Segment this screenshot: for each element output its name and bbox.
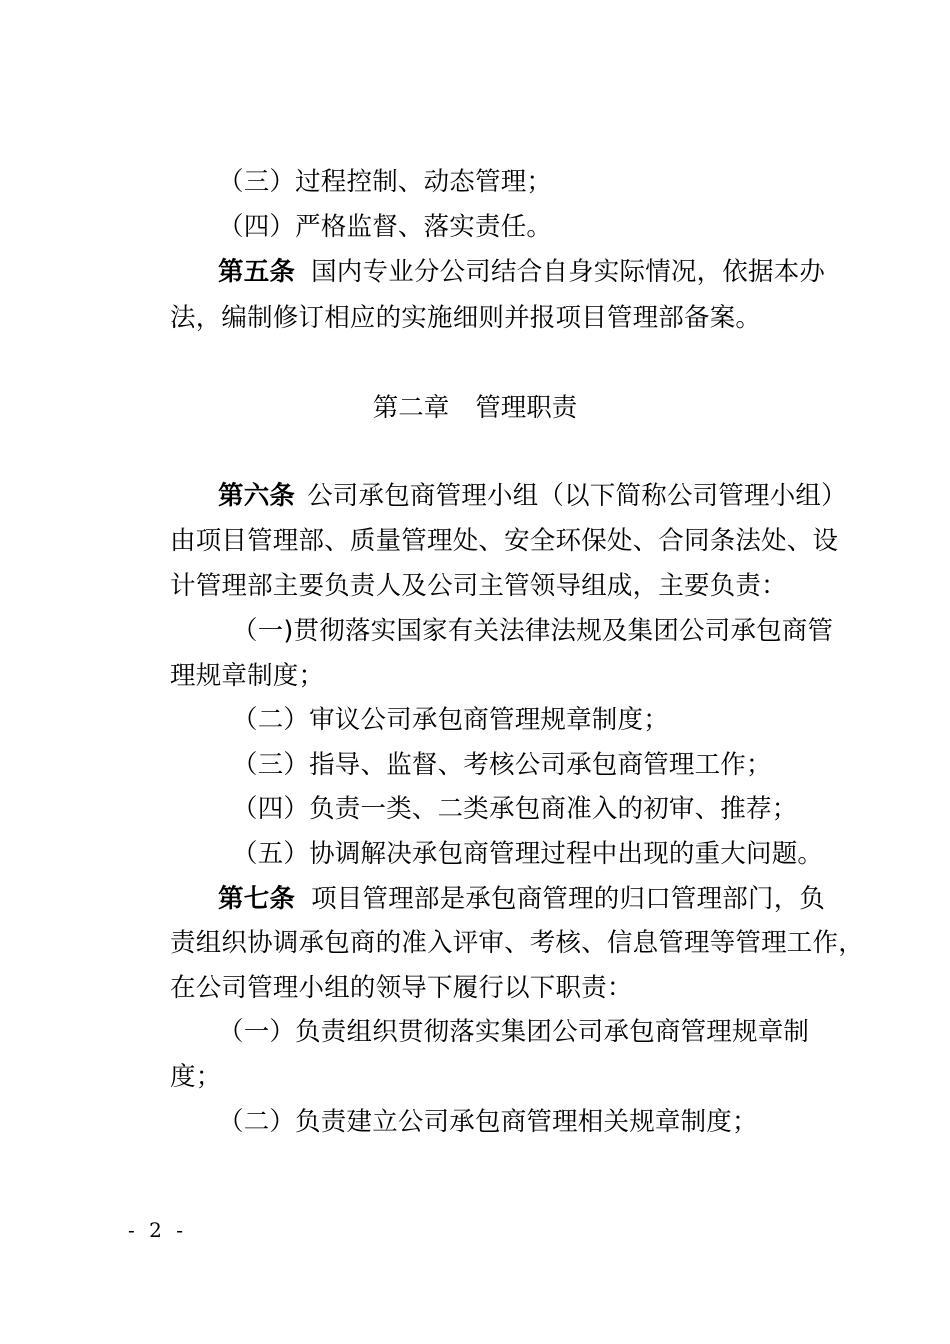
article-7-line-2: 责组织协调承包商的准入评审、考核、信息管理等管理工作， <box>170 928 864 958</box>
article-7-item-2: （二）负责建立公司承包商管理相关规章制度； <box>218 1107 758 1137</box>
article-6-heading: 第六条 <box>218 481 296 511</box>
page-number: - 2 - <box>128 1218 187 1242</box>
chapter-title: 管理职责 <box>475 393 578 423</box>
article-7-text-1: 项目管理部是承包商管理的归口管理部门，负 <box>311 884 826 914</box>
article-5-heading: 第五条 <box>218 257 296 287</box>
article-5-line-1 <box>218 250 888 295</box>
article-6-item-3: （三）指导、监督、考核公司承包商管理工作； <box>232 750 772 780</box>
principle-item-4: （四）严格监督、落实责任。 <box>218 212 553 242</box>
chapter-number: 第二章 <box>372 393 450 423</box>
article-6-line-1 <box>218 474 888 519</box>
article-6-item-2: （二）审议公司承包商管理规章制度； <box>232 705 669 735</box>
article-6-item-1-cont: 理规章制度； <box>170 661 325 691</box>
article-6-line-3: 计管理部主要负责人及公司主管领导组成，主要负责： <box>170 571 787 601</box>
article-6-item-5: （五）协调解决承包商管理过程中出现的重大问题。 <box>232 839 824 869</box>
article-6-item-1: （一)贯彻落实国家有关法律法规及集团公司承包商管 <box>232 616 834 646</box>
article-6-text-1: 公司承包商管理小组（以下简称公司管理小组） <box>307 481 847 511</box>
article-7-heading: 第七条 <box>218 884 296 914</box>
article-7-item-1-cont: 度； <box>170 1062 222 1092</box>
principle-item-3: （三）过程控制、动态管理； <box>218 167 553 197</box>
article-7-line-3: 在公司管理小组的领导下履行以下职责： <box>170 973 633 1003</box>
article-7-line-1 <box>218 877 888 922</box>
article-5-text-1: 国内专业分公司结合自身实际情况，依据本办 <box>311 257 826 287</box>
article-6-item-4: （四）负责一类、二类承包商准入的初审、推荐； <box>232 794 798 824</box>
article-7-item-1: （一）负责组织贯彻落实集团公司承包商管理规章制 <box>218 1017 810 1047</box>
article-5-line-2: 法，编制修订相应的实施细则并报项目管理部备案。 <box>170 303 762 333</box>
chapter-heading <box>0 386 950 431</box>
article-6-line-2: 由项目管理部、质量管理处、安全环保处、合同条法处、设 <box>170 526 839 556</box>
